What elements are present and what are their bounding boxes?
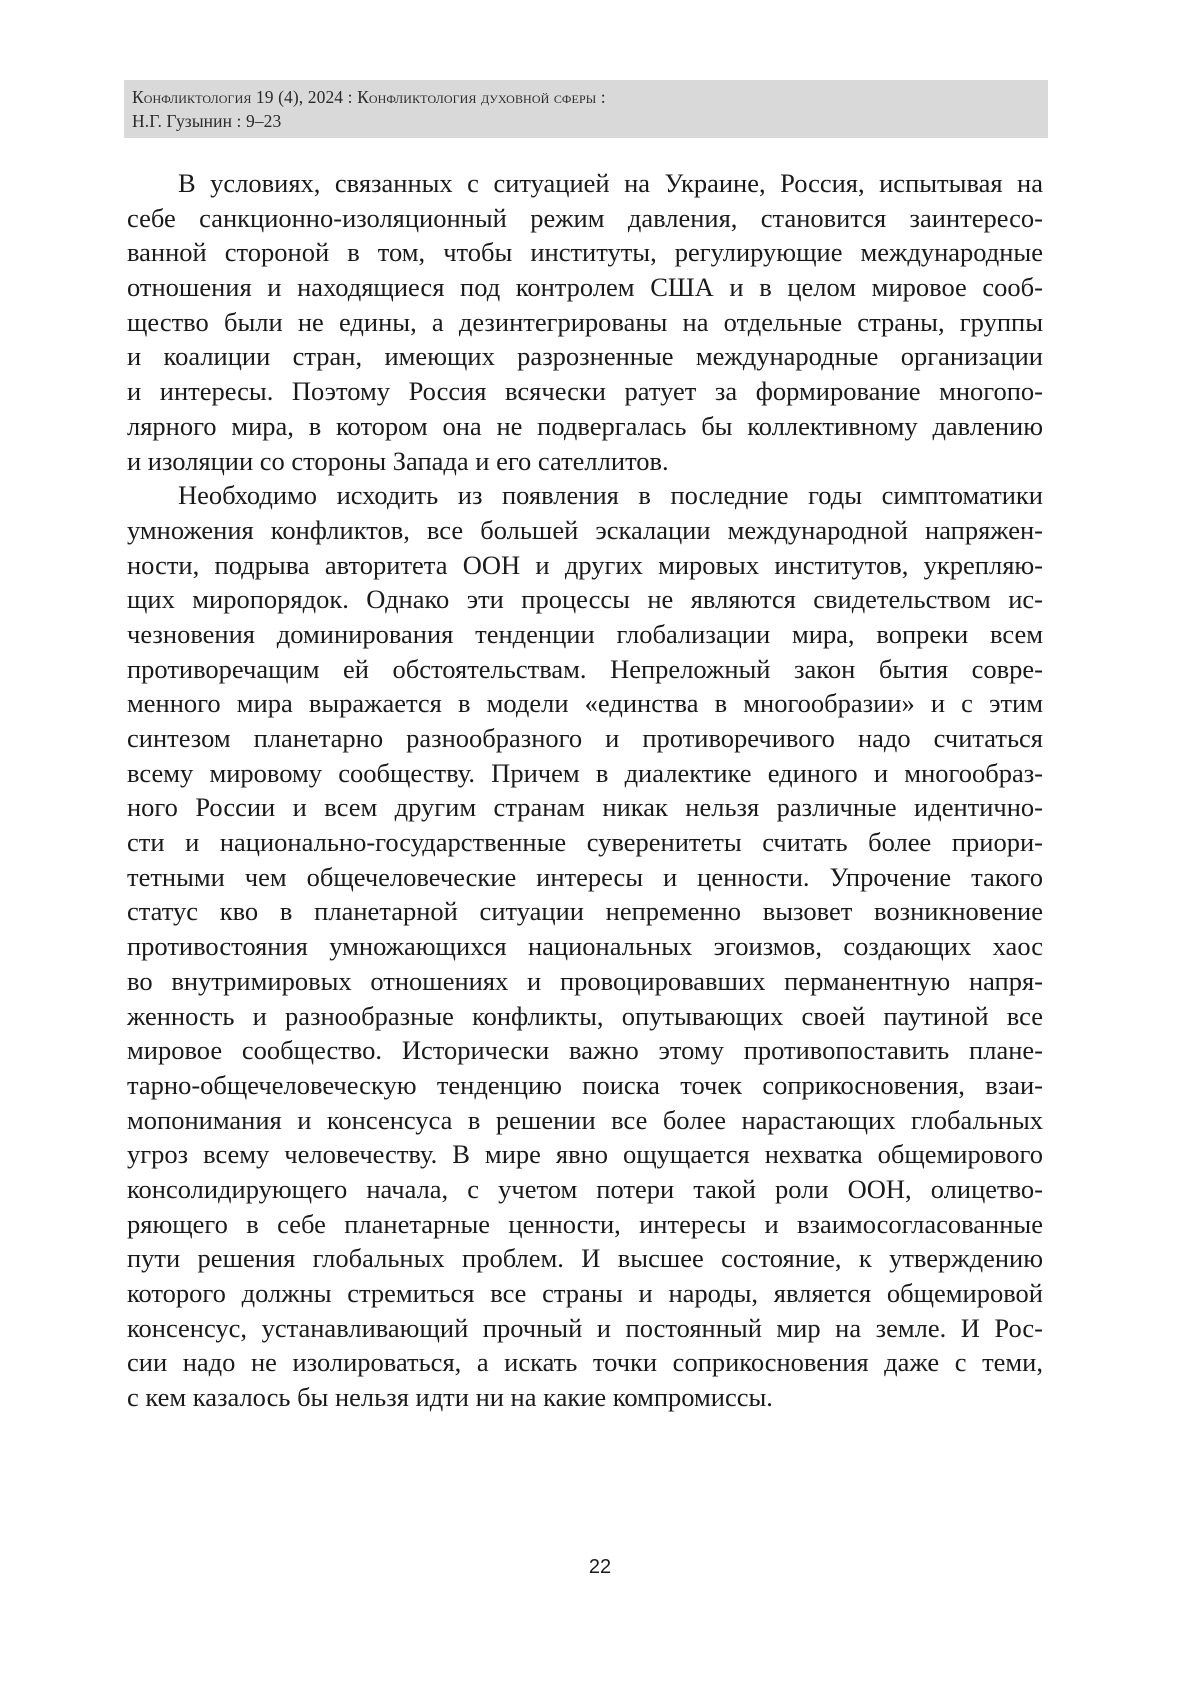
running-head-line-2: Н.Г. Гузынин : 9–23 [132,110,1040,134]
page-number: 22 [0,1556,1200,1579]
paragraph-1 [127,166,1043,478]
text-line: мировое сообщество. Исторически важно этому противопоставить плане- [127,1033,1043,1068]
text-line: отношения и находящиеся под контролем США и в целом мировое сооб- [127,270,1043,305]
text-line: менного мира выражается в модели «единства в многообразии» и с этим [127,686,1043,721]
text-line: щих миропорядок. Однако эти процессы не являются свидетельством ис- [127,582,1043,617]
text-line: ванной стороной в том, чтобы институты, регулирующие международные [127,235,1043,270]
text-line: чезновения доминирования тенденции глобализации мира, вопреки всем [127,617,1043,652]
text-line: во внутримировых отношениях и провоцировавших перманентную напря- [127,964,1043,999]
journal-title: Конфликтология [132,87,251,107]
running-head-line-1 [132,86,1040,110]
text-line: тетными чем общечеловеческие интересы и ценности. Упрочение такого [127,860,1043,895]
text-line: тарно-общечеловеческую тенденцию поиска точек соприкосновения, взаи- [127,1068,1043,1103]
text-line: мопонимания и консенсуса в решении все более нарастающих глобальных [127,1103,1043,1138]
text-line: В условиях, связанных с ситуацией на Украине, Россия, испытывая на [127,166,1043,201]
text-line: угроз всему человечеству. В мире явно ощущается нехватка общемирового [127,1137,1043,1172]
text-line: консолидирующего начала, с учетом потери такой роли ООН, олицетво- [127,1172,1043,1207]
text-line: и коалиции стран, имеющих разрозненные международные организации [127,339,1043,374]
text-line: лярного мира, в котором она не подвергалась бы коллективному давлению [127,409,1043,444]
text-line: которого должны стремиться все страны и народы, является общемировой [127,1276,1043,1311]
section-title: Конфликтология духовной сферы : [357,87,606,107]
text-line: всему мировому сообществу. Причем в диалектике единого и многообраз- [127,756,1043,791]
text-line: щество были не едины, а дезинтегрированы на отдельные страны, группы [127,305,1043,340]
text-line: пути решения глобальных проблем. И высшее состояние, к утверждению [127,1241,1043,1276]
text-line: и изоляции со стороны Запада и его сателлитов. [127,444,1043,479]
text-line: ряющего в себе планетарные ценности, интересы и взаимосогласованные [127,1207,1043,1242]
text-line: Необходимо исходить из появления в последние годы симптоматики [127,478,1043,513]
text-line: умножения конфликтов, все большей эскалации международной напряжен- [127,513,1043,548]
text-line: синтезом планетарно разнообразного и противоречивого надо считаться [127,721,1043,756]
text-line: с кем казалось бы нельзя идти ни на какие компромиссы. [127,1380,1043,1415]
text-line: консенсус, устанавливающий прочный и постоянный мир на земле. И Рос- [127,1311,1043,1346]
text-line: сии надо не изолироваться, а искать точки соприкосновения даже с теми, [127,1345,1043,1380]
paragraph-2 [127,478,1043,1415]
text-line: и интересы. Поэтому Россия всячески ратует за формирование многопо- [127,374,1043,409]
journal-issue: 19 (4), 2024 : [251,87,357,107]
text-line: себе санкционно-изоляционный режим давления, становится заинтересо- [127,201,1043,236]
text-line: ного России и всем другим странам никак нельзя различные идентично- [127,790,1043,825]
article-body [127,166,1043,1415]
text-line: сти и национально-государственные суверенитеты считать более приори- [127,825,1043,860]
text-line: ности, подрыва авторитета ООН и других мировых институтов, укрепляю- [127,548,1043,583]
text-line: противостояния умножающихся национальных эгоизмов, создающих хаос [127,929,1043,964]
text-line: женность и разнообразные конфликты, опутывающих своей паутиной все [127,999,1043,1034]
text-line: статус кво в планетарной ситуации непременно вызовет возникновение [127,894,1043,929]
running-head [124,80,1048,138]
text-line: противоречащим ей обстоятельствам. Непреложный закон бытия совре- [127,652,1043,687]
